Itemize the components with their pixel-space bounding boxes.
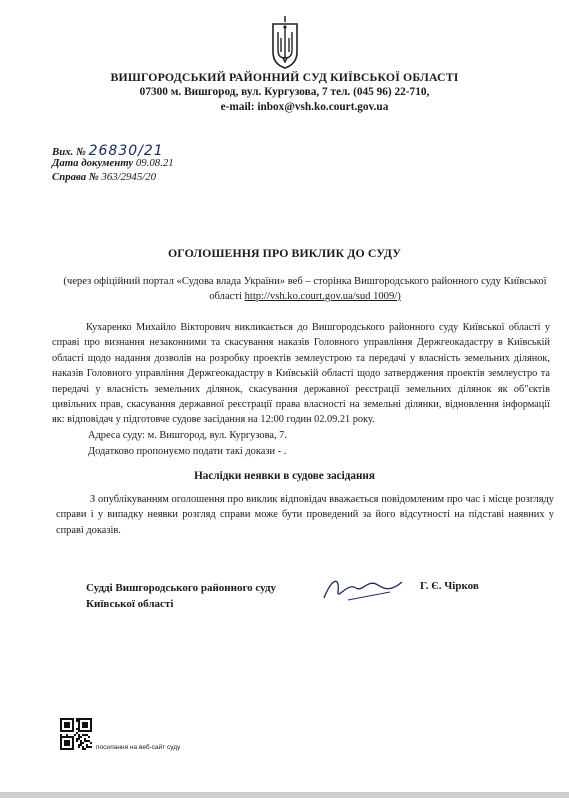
court-name: ВИШГОРОДСЬКИЙ РАЙОННИЙ СУД КИЇВСЬКОЇ ОБЛАСТІ — [110, 70, 459, 84]
outgoing-number-handwritten: 26830/21 — [88, 143, 164, 159]
court-address-line: Адреса суду: м. Вишгород, вул. Кургузова, 7. — [88, 430, 287, 441]
summons-paragraph: Кухаренко Михайло Вікторович викликається до Вишгородського районного суду Київської області у справі про визнання незаконними та скасування наказів Головного управління Держгеокадастру в Київській області щодо надання дозволів на розробку проектів землеустрою та передачі у власність земельних ділянок, наказів Головного управління Держгеокадастру в Київській області щодо затвердження проектів землеустро та передачі у власність земельних ділянок, скасування державної реєстрації земельних ділянок як об"єктів цивільних прав, скасування державної реєстрації права власності на земельні ділянки, відновлення інформації як: відповідач у підготовче судове засідання на 12:00 годин 02.09.21 року. — [52, 322, 550, 426]
document-date-label: Дата документу — [52, 157, 134, 169]
outgoing-number-label: Вих. № — [52, 146, 86, 158]
trident-coat-of-arms-icon — [270, 14, 300, 70]
publish-url-link[interactable]: http://vsh.ko.court.gov.ua/sud 1009/) — [244, 291, 401, 302]
consequences-title: Наслідки неявки в судове засідання — [194, 470, 375, 482]
publish-note-text: (через офіційний портал «Судова влада України» веб – сторінка Вишгородського районного суду Київської області — [63, 276, 547, 302]
document-date-line — [52, 157, 174, 169]
evidence-line: Додатково пропонуємо подати такі докази - . — [88, 446, 287, 457]
document-date-value: 09.08.21 — [135, 157, 174, 169]
signature-name: Г. Є. Чірков — [420, 580, 479, 592]
court-email: e-mail: inbox@vsh.ko.court.gov.ua — [220, 101, 389, 113]
handwritten-signature — [318, 570, 408, 606]
document-title: ОГОЛОШЕННЯ ПРО ВИКЛИК ДО СУДУ — [168, 246, 401, 260]
court-address: 07300 м. Вишгород, вул. Кургузова, 7 тел. (045 96) 22-710, — [139, 86, 430, 98]
case-number-value: 363/2945/20 — [101, 171, 157, 183]
publish-note — [60, 274, 550, 304]
scan-edge-strip — [0, 790, 569, 800]
consequences-paragraph: З опублікуванням оголошення про виклик відповідач вважається повідомленим про час і місце розгляду справи і у випадку неявки розгляд справи може бути проведений за його відсутності на підставі наявних у справі доказів. — [56, 494, 554, 536]
signature-title: Судді Вишгородського районного суду Київської області — [86, 582, 277, 610]
case-number-label: Справа № — [52, 171, 99, 183]
qr-code-icon[interactable] — [60, 718, 92, 750]
qr-code-label: посилання на веб-сайт суду — [96, 744, 181, 751]
case-number-line — [52, 171, 156, 183]
